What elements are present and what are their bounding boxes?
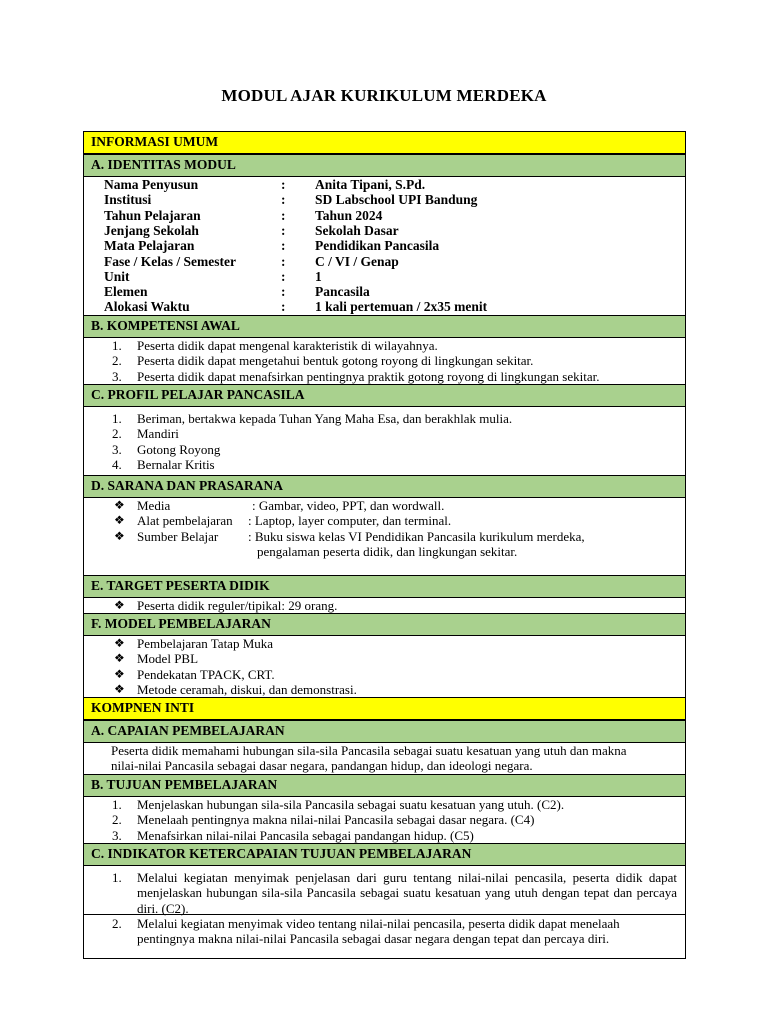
capaian-line-2: nilai-nilai Pancasila sebagai dasar negara, pandangan hidup, dan ideologi negara. xyxy=(111,758,533,773)
section-informasi-umum: INFORMASI UMUM xyxy=(83,131,686,154)
identity-label: Tahun Pelajaran xyxy=(104,207,201,223)
heading-identitas-modul: A. IDENTITAS MODUL xyxy=(83,154,686,177)
page-title: MODUL AJAR KURIKULUM MERDEKA xyxy=(221,86,547,105)
row-divider xyxy=(83,914,686,915)
identity-value: Tahun 2024 xyxy=(315,207,383,223)
diamond-bullet-icon: ❖ xyxy=(114,636,125,650)
identity-label: Institusi xyxy=(104,192,152,208)
diamond-bullet-icon: ❖ xyxy=(114,498,125,512)
identity-value: Anita Tipani, S.Pd. xyxy=(315,177,426,192)
identity-value: Sekolah Dasar xyxy=(315,222,399,238)
diamond-bullet-icon: ❖ xyxy=(114,666,125,681)
heading-model-pembelajaran: F. MODEL PEMBELAJARAN xyxy=(83,613,686,636)
identity-label: Unit xyxy=(104,268,130,284)
heading-kompetensi-awal: B. KOMPETENSI AWAL xyxy=(83,315,686,338)
diamond-bullet-icon: ❖ xyxy=(114,651,125,666)
diamond-bullet-icon: ❖ xyxy=(114,681,125,696)
identity-value: 1 xyxy=(315,268,322,284)
identity-label: Jenjang Sekolah xyxy=(104,222,199,238)
identity-value: Pendidikan Pancasila xyxy=(315,238,440,254)
identity-label: Fase / Kelas / Semester xyxy=(104,253,236,269)
heading-indikator: C. INDIKATOR KETERCAPAIAN TUJUAN PEMBELAJARAN xyxy=(83,843,686,866)
identity-value: Pancasila xyxy=(315,284,370,300)
sarana-continuation: pengalaman peserta didik, dan lingkungan sekitar. xyxy=(257,543,518,559)
section-komponen-inti: KOMPNEN INTI xyxy=(83,697,686,720)
identity-label: Elemen xyxy=(104,284,148,300)
identity-value: 1 kali pertemuan / 2x35 menit xyxy=(315,299,488,315)
identity-value: SD Labschool UPI Bandung xyxy=(315,192,478,208)
heading-tujuan-pembelajaran: B. TUJUAN PEMBELAJARAN xyxy=(83,774,686,797)
diamond-bullet-icon: ❖ xyxy=(114,528,125,543)
diamond-bullet-icon: ❖ xyxy=(114,513,125,528)
identity-label: Alokasi Waktu xyxy=(104,299,190,315)
diamond-bullet-icon: ❖ xyxy=(114,598,125,612)
heading-profil-pelajar: C. PROFIL PELAJAR PANCASILA xyxy=(83,384,686,407)
heading-sarana-prasarana: D. SARANA DAN PRASARANA xyxy=(83,475,686,498)
capaian-line-1: Peserta didik memahami hubungan sila-sila Pancasila sebagai suatu kesatuan yang utuh dan makna xyxy=(111,743,627,758)
heading-target-peserta: E. TARGET PESERTA DIDIK xyxy=(83,575,686,598)
identity-label: Nama Penyusun xyxy=(104,177,199,192)
identity-label: Mata Pelajaran xyxy=(104,238,195,254)
identity-value: C / VI / Genap xyxy=(315,253,399,269)
heading-capaian-pembelajaran: A. CAPAIAN PEMBELAJARAN xyxy=(83,720,686,743)
